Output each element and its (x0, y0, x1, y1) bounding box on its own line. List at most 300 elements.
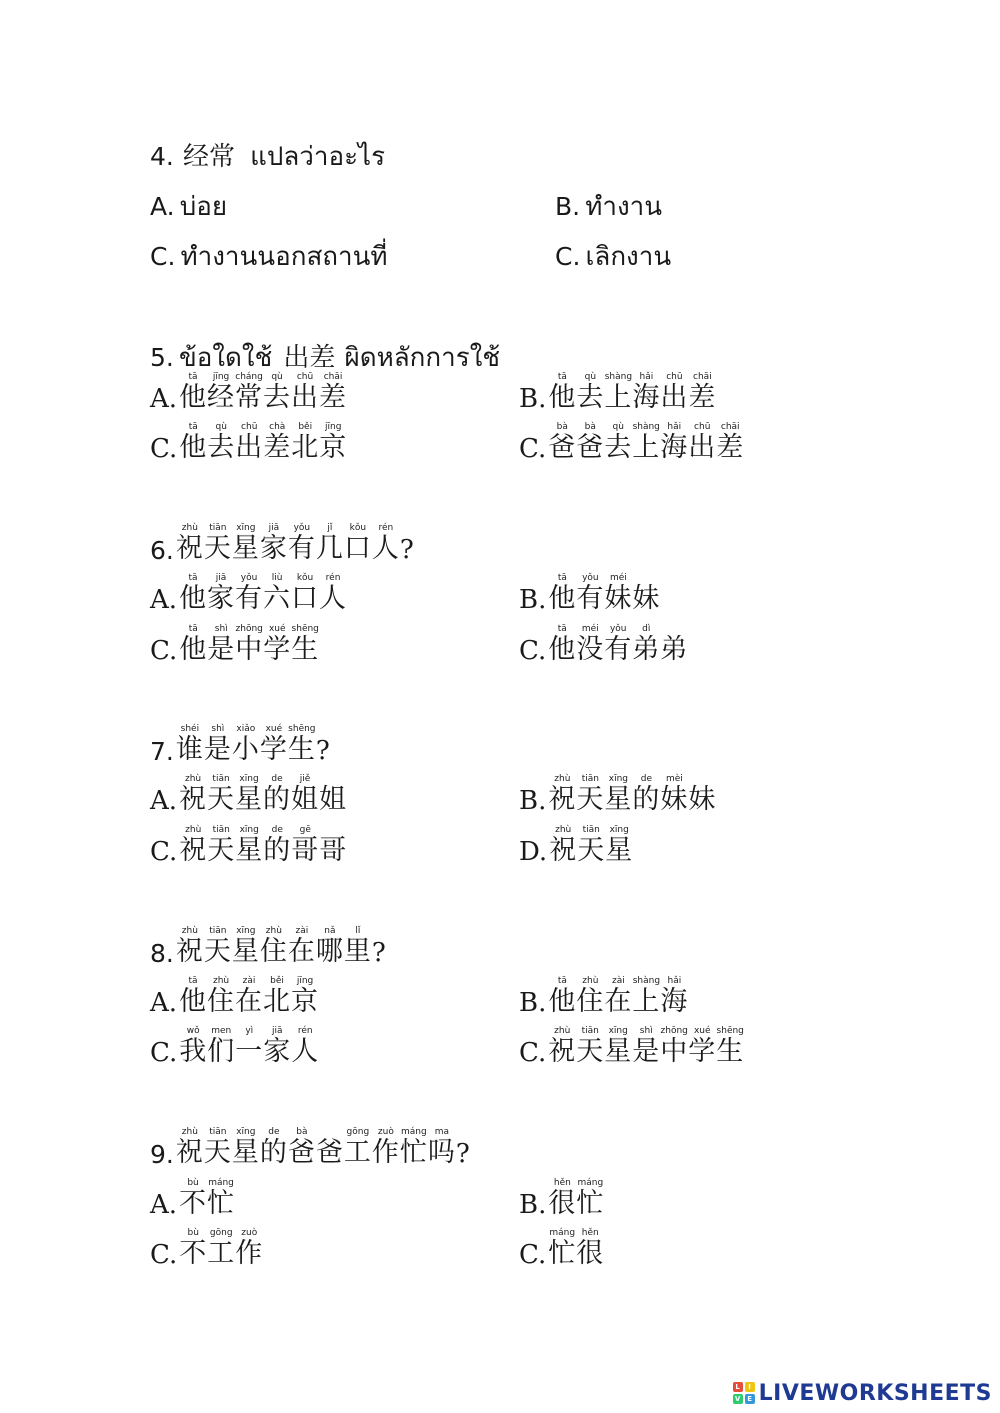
hanzi-char (576, 624, 605, 665)
hanzi: 经 (207, 382, 236, 413)
question-mark: ? (455, 1139, 470, 1169)
hanzi-char (203, 724, 232, 765)
pinyin: zhōng (660, 1026, 689, 1036)
pinyin: tā (179, 624, 208, 634)
pinyin: tā (179, 573, 208, 583)
hanzi-char (207, 624, 236, 665)
pinyin: zuò (371, 1127, 400, 1137)
pinyin: hěn (548, 1178, 577, 1188)
hanzi: 几 (315, 533, 344, 564)
question-mark: ? (315, 736, 330, 766)
hanzi: 出 (688, 432, 717, 463)
hanzi: 祝 (179, 835, 208, 866)
pinyin: xiǎo (231, 724, 260, 734)
hanzi: 学 (688, 1036, 717, 1067)
hanzi-char (716, 1026, 745, 1067)
hanzi-char (263, 825, 292, 866)
pinyin: zài (287, 926, 316, 936)
hanzi: 京 (291, 986, 320, 1017)
hanzi: 口 (291, 583, 320, 614)
hanzi: 有 (235, 583, 264, 614)
hanzi: 口 (343, 533, 372, 564)
option-label: B. (519, 1190, 547, 1220)
hanzi: 祝 (179, 784, 208, 815)
hanzi-char (688, 422, 717, 463)
q6-option-d[interactable] (519, 624, 688, 666)
pinyin: qù (207, 422, 236, 432)
hanzi-char (203, 523, 232, 564)
pinyin: chū (688, 422, 717, 432)
pinyin: tiān (577, 825, 606, 835)
hanzi-char (688, 372, 717, 413)
q5-title: 5. ข้อใดใช้ 出差 ผิดหลักการใช้ (150, 343, 501, 373)
hanzi-char (287, 926, 316, 967)
hanzi-char (371, 523, 400, 564)
hanzi: 中 (660, 1036, 689, 1067)
hanzi: 爸 (576, 432, 605, 463)
pinyin: xīng (235, 774, 264, 784)
hanzi-char (263, 624, 292, 665)
q8-option-d[interactable] (519, 1026, 744, 1068)
hanzi-char (235, 976, 264, 1017)
hanzi: 妹 (632, 583, 661, 614)
pinyin: bà (287, 1127, 316, 1137)
hanzi: 哥 (291, 835, 320, 866)
hanzi: 爸 (548, 432, 577, 463)
option-label: C. (519, 1240, 547, 1270)
hanzi-char (632, 372, 661, 413)
hanzi-char (263, 372, 292, 413)
hanzi-char (235, 1228, 264, 1269)
question-number: 7. (150, 737, 174, 766)
hanzi: 生 (291, 634, 320, 665)
q7-option-d[interactable] (519, 825, 633, 867)
pinyin: shēng (291, 624, 320, 634)
hanzi: 家 (207, 583, 236, 614)
hanzi: 是 (203, 734, 232, 765)
hanzi: 没 (576, 634, 605, 665)
ruby-text (179, 624, 319, 666)
hanzi-char (263, 976, 292, 1017)
q7-option-a[interactable] (150, 774, 347, 816)
hanzi-char (179, 1228, 208, 1269)
option-label: B. (519, 988, 547, 1018)
pinyin: shēng (287, 724, 316, 734)
pinyin: shàng (604, 372, 633, 382)
hanzi-char (179, 624, 208, 665)
q5-option-b[interactable] (519, 372, 716, 414)
hanzi-char (179, 774, 208, 815)
ruby-text (179, 1228, 263, 1270)
hanzi: 星 (605, 835, 634, 866)
hanzi: 的 (632, 784, 661, 815)
liveworksheets-logo[interactable] (733, 1379, 992, 1407)
hanzi: 工 (207, 1238, 236, 1269)
ruby-text (176, 724, 316, 766)
q9-option-d[interactable] (519, 1228, 604, 1270)
pinyin: gōng (343, 1127, 372, 1137)
pinyin: qù (604, 422, 633, 432)
pinyin: de (632, 774, 661, 784)
pinyin: chà (263, 422, 292, 432)
hanzi-char (207, 422, 236, 463)
pinyin: bù (179, 1228, 208, 1238)
pinyin: shēng (716, 1026, 745, 1036)
hanzi-char (179, 573, 208, 614)
hanzi: 京 (319, 432, 348, 463)
hanzi: 妹 (688, 784, 717, 815)
ruby-text (548, 372, 716, 414)
pinyin: xīng (235, 825, 264, 835)
hanzi: 住 (576, 986, 605, 1017)
q4-option-c[interactable]: C. ทำงานนอกสถานที่ (150, 242, 388, 272)
hanzi-char (343, 926, 372, 967)
hanzi-char (291, 976, 320, 1017)
hanzi-char (576, 1178, 605, 1219)
hanzi: 他 (179, 382, 208, 413)
hanzi: 星 (604, 784, 633, 815)
hanzi: 差 (263, 432, 292, 463)
ruby-text (179, 774, 347, 816)
pinyin: zhù (548, 774, 577, 784)
q7-option-b[interactable] (519, 774, 716, 816)
hanzi: 祝 (175, 1137, 204, 1168)
q5-option-c[interactable] (150, 422, 347, 464)
hanzi-char (319, 573, 348, 614)
hanzi-char (203, 1127, 232, 1168)
pinyin: zhù (179, 825, 208, 835)
q8-option-c[interactable] (150, 1026, 319, 1068)
hanzi-char (371, 1127, 400, 1168)
ruby-text (179, 1026, 319, 1068)
pinyin: jiě (291, 774, 320, 784)
option-label: C. (150, 1240, 178, 1270)
hanzi-char (632, 1026, 661, 1067)
hanzi: 家 (263, 1036, 292, 1067)
hanzi-char (319, 372, 348, 413)
hanzi: 星 (231, 1137, 260, 1168)
hanzi: 一 (235, 1036, 264, 1067)
hanzi-char (548, 624, 577, 665)
ruby-text (548, 624, 688, 666)
pinyin: yǒu (287, 523, 316, 533)
hanzi: 上 (632, 986, 661, 1017)
q4-option-d[interactable]: C. เลิกงาน (555, 242, 672, 272)
hanzi-char (576, 1026, 605, 1067)
hanzi-char (179, 422, 208, 463)
pinyin: bù (179, 1178, 208, 1188)
hanzi: 家 (259, 533, 288, 564)
hanzi-char (548, 774, 577, 815)
hanzi: 我 (179, 1036, 208, 1067)
hanzi-char (548, 1228, 577, 1269)
pinyin: wǒ (179, 1026, 208, 1036)
pinyin: bà (548, 422, 577, 432)
option-label: D. (519, 837, 548, 867)
hanzi-char (179, 976, 208, 1017)
option-label: C. (150, 434, 178, 464)
hanzi: 祝 (548, 784, 577, 815)
pinyin: tā (548, 624, 577, 634)
q8-option-a[interactable] (150, 976, 319, 1018)
hanzi-char (175, 523, 204, 564)
hanzi-char (287, 1127, 316, 1168)
hanzi: 天 (577, 835, 606, 866)
hanzi: 姐 (319, 784, 348, 815)
hanzi-char (231, 523, 260, 564)
pinyin: gōng (207, 1228, 236, 1238)
hanzi-char (259, 724, 288, 765)
option-label: A. (150, 786, 178, 816)
hanzi-char (291, 774, 320, 815)
q8-option-b[interactable] (519, 976, 688, 1018)
q7-option-c[interactable] (150, 825, 347, 867)
hanzi-char (263, 1026, 292, 1067)
hanzi-char (231, 1127, 260, 1168)
q9-option-b[interactable] (519, 1178, 604, 1220)
pinyin: zhù (576, 976, 605, 986)
hanzi: 他 (179, 432, 208, 463)
hanzi: 差 (716, 432, 745, 463)
ruby-text (548, 422, 744, 464)
hanzi: 是 (632, 1036, 661, 1067)
hanzi: 上 (604, 382, 633, 413)
hanzi-char (235, 573, 264, 614)
hanzi-char (259, 523, 288, 564)
hanzi-char (604, 372, 633, 413)
ruby-text (548, 774, 716, 816)
pinyin: shàng (632, 422, 661, 432)
question-number: 9. (150, 1140, 174, 1169)
hanzi-char (716, 422, 745, 463)
hanzi-char (660, 1026, 689, 1067)
pinyin: hǎi (660, 422, 689, 432)
hanzi-char (291, 825, 320, 866)
q4-option-a[interactable]: A. บ่อย (150, 192, 228, 222)
hanzi-char (291, 573, 320, 614)
hanzi: 星 (604, 1036, 633, 1067)
hanzi-char (263, 573, 292, 614)
hanzi-char (604, 422, 633, 463)
pinyin: yǒu (604, 624, 633, 634)
hanzi-char (576, 774, 605, 815)
pinyin: bà (576, 422, 605, 432)
pinyin: xué (688, 1026, 717, 1036)
pinyin: mèi (660, 774, 689, 784)
pinyin: kǒu (291, 573, 320, 583)
q5-option-d[interactable] (519, 422, 744, 464)
pinyin: xīng (604, 1026, 633, 1036)
hanzi: 他 (179, 986, 208, 1017)
hanzi: 去 (263, 382, 292, 413)
hanzi-char (632, 774, 661, 815)
pinyin: tā (548, 573, 577, 583)
q6-option-b[interactable] (519, 573, 660, 615)
pinyin: máng (207, 1178, 236, 1188)
hanzi-char (632, 422, 661, 463)
hanzi: 天 (203, 1137, 232, 1168)
hanzi: 工 (343, 1137, 372, 1168)
pinyin: chū (660, 372, 689, 382)
hanzi: 星 (235, 835, 264, 866)
hanzi-char (660, 774, 689, 815)
option-label: B. (519, 384, 547, 414)
hanzi: 的 (263, 835, 292, 866)
q6-option-a[interactable] (150, 573, 347, 615)
hanzi: 爸 (315, 1137, 344, 1168)
hanzi: 有 (287, 533, 316, 564)
hanzi: 人 (371, 533, 400, 564)
logo-text: LIVEWORKSHEETS (758, 1380, 992, 1406)
pinyin: xué (263, 624, 292, 634)
hanzi: 哪 (315, 936, 344, 967)
hanzi: 吗 (427, 1137, 456, 1168)
ruby-text (548, 1228, 604, 1270)
hanzi: 生 (716, 1036, 745, 1067)
pinyin: shàng (632, 976, 661, 986)
pinyin: tā (548, 976, 577, 986)
pinyin: tā (179, 976, 208, 986)
pinyin: rén (319, 573, 348, 583)
pinyin: tiān (203, 1127, 232, 1137)
hanzi: 妹 (660, 784, 689, 815)
hanzi: 有 (604, 634, 633, 665)
ruby-text (548, 573, 660, 615)
hanzi: 去 (604, 432, 633, 463)
hanzi: 中 (235, 634, 264, 665)
hanzi-char (179, 372, 208, 413)
hanzi-char (175, 724, 204, 765)
logo-block: E (745, 1394, 755, 1404)
pinyin: chū (235, 422, 264, 432)
hanzi: 不 (179, 1238, 208, 1269)
hanzi: 去 (576, 382, 605, 413)
hanzi: 他 (548, 583, 577, 614)
hanzi-char (548, 1026, 577, 1067)
pinyin: xīng (231, 1127, 260, 1137)
q9-option-a[interactable] (150, 1178, 235, 1220)
hanzi: 们 (207, 1036, 236, 1067)
hanzi: 谁 (175, 734, 204, 765)
hanzi-char (576, 976, 605, 1017)
pinyin: jiā (207, 573, 236, 583)
hanzi-char (319, 422, 348, 463)
hanzi-char (548, 422, 577, 463)
pinyin: tiān (203, 523, 232, 533)
hanzi-char (632, 976, 661, 1017)
hanzi: 哥 (319, 835, 348, 866)
hanzi-char (291, 1026, 320, 1067)
hanzi-char (688, 1026, 717, 1067)
logo-block: I (745, 1382, 755, 1392)
pinyin: zhù (175, 1127, 204, 1137)
hanzi-char (319, 835, 347, 866)
pinyin: zhù (179, 774, 208, 784)
hanzi-char (235, 1026, 264, 1067)
q4-option-b[interactable]: B. ทำงาน (555, 192, 663, 222)
q6-option-c[interactable] (150, 624, 319, 666)
pinyin: zuò (235, 1228, 264, 1238)
ruby-text (179, 1178, 235, 1220)
hanzi: 天 (203, 936, 232, 967)
question-mark: ? (371, 938, 386, 968)
hanzi: 他 (548, 634, 577, 665)
option-label: C. (519, 434, 547, 464)
hanzi: 作 (371, 1137, 400, 1168)
hanzi-char (203, 926, 232, 967)
ruby-text (548, 976, 688, 1018)
hanzi: 星 (231, 533, 260, 564)
hanzi-char (287, 523, 316, 564)
pinyin: chāi (716, 422, 745, 432)
hanzi: 北 (263, 986, 292, 1017)
pinyin: zài (604, 976, 633, 986)
hanzi-char (263, 774, 292, 815)
pinyin: tiān (207, 825, 236, 835)
hanzi: 上 (632, 432, 661, 463)
pinyin: tā (548, 372, 577, 382)
hanzi-char (577, 825, 606, 866)
logo-blocks-icon (733, 1382, 755, 1404)
hanzi: 忙 (207, 1188, 236, 1219)
pinyin: jīng (291, 976, 320, 986)
pinyin: yǒu (576, 573, 605, 583)
pinyin: chū (291, 372, 320, 382)
hanzi-char (632, 583, 660, 614)
hanzi-char (207, 372, 236, 413)
pinyin: liù (263, 573, 292, 583)
hanzi-char (207, 825, 236, 866)
hanzi: 小 (231, 734, 260, 765)
pinyin: xīng (231, 523, 260, 533)
pinyin: gē (291, 825, 320, 835)
hanzi: 姐 (291, 784, 320, 815)
hanzi-char (343, 1127, 372, 1168)
hanzi: 很 (576, 1238, 605, 1269)
pinyin: hěn (576, 1228, 605, 1238)
q9-option-c[interactable] (150, 1228, 263, 1270)
hanzi: 的 (259, 1137, 288, 1168)
hanzi-char (291, 422, 320, 463)
hanzi-char (259, 926, 288, 967)
hanzi: 他 (548, 382, 577, 413)
pinyin: nǎ (315, 926, 344, 936)
ruby-text (179, 825, 347, 867)
hanzi-char (343, 523, 372, 564)
hanzi-char (548, 573, 577, 614)
option-label: A. (150, 1190, 178, 1220)
hanzi: 海 (660, 986, 689, 1017)
q5-option-a[interactable] (150, 372, 347, 414)
hanzi: 祝 (175, 936, 204, 967)
pinyin: shì (207, 624, 236, 634)
pinyin: xīng (231, 926, 260, 936)
hanzi-char (660, 634, 688, 665)
pinyin: tiān (207, 774, 236, 784)
option-label: A. (150, 988, 178, 1018)
q6-title (150, 523, 414, 565)
pinyin: kǒu (343, 523, 372, 533)
pinyin: shéi (175, 724, 204, 734)
hanzi-char (316, 1137, 344, 1168)
hanzi: 出 (660, 382, 689, 413)
hanzi-char (179, 1178, 208, 1219)
ruby-text (176, 1127, 456, 1169)
pinyin: de (259, 1127, 288, 1137)
pinyin: cháng (235, 372, 264, 382)
ruby-text (176, 523, 400, 565)
hanzi-char (263, 422, 292, 463)
